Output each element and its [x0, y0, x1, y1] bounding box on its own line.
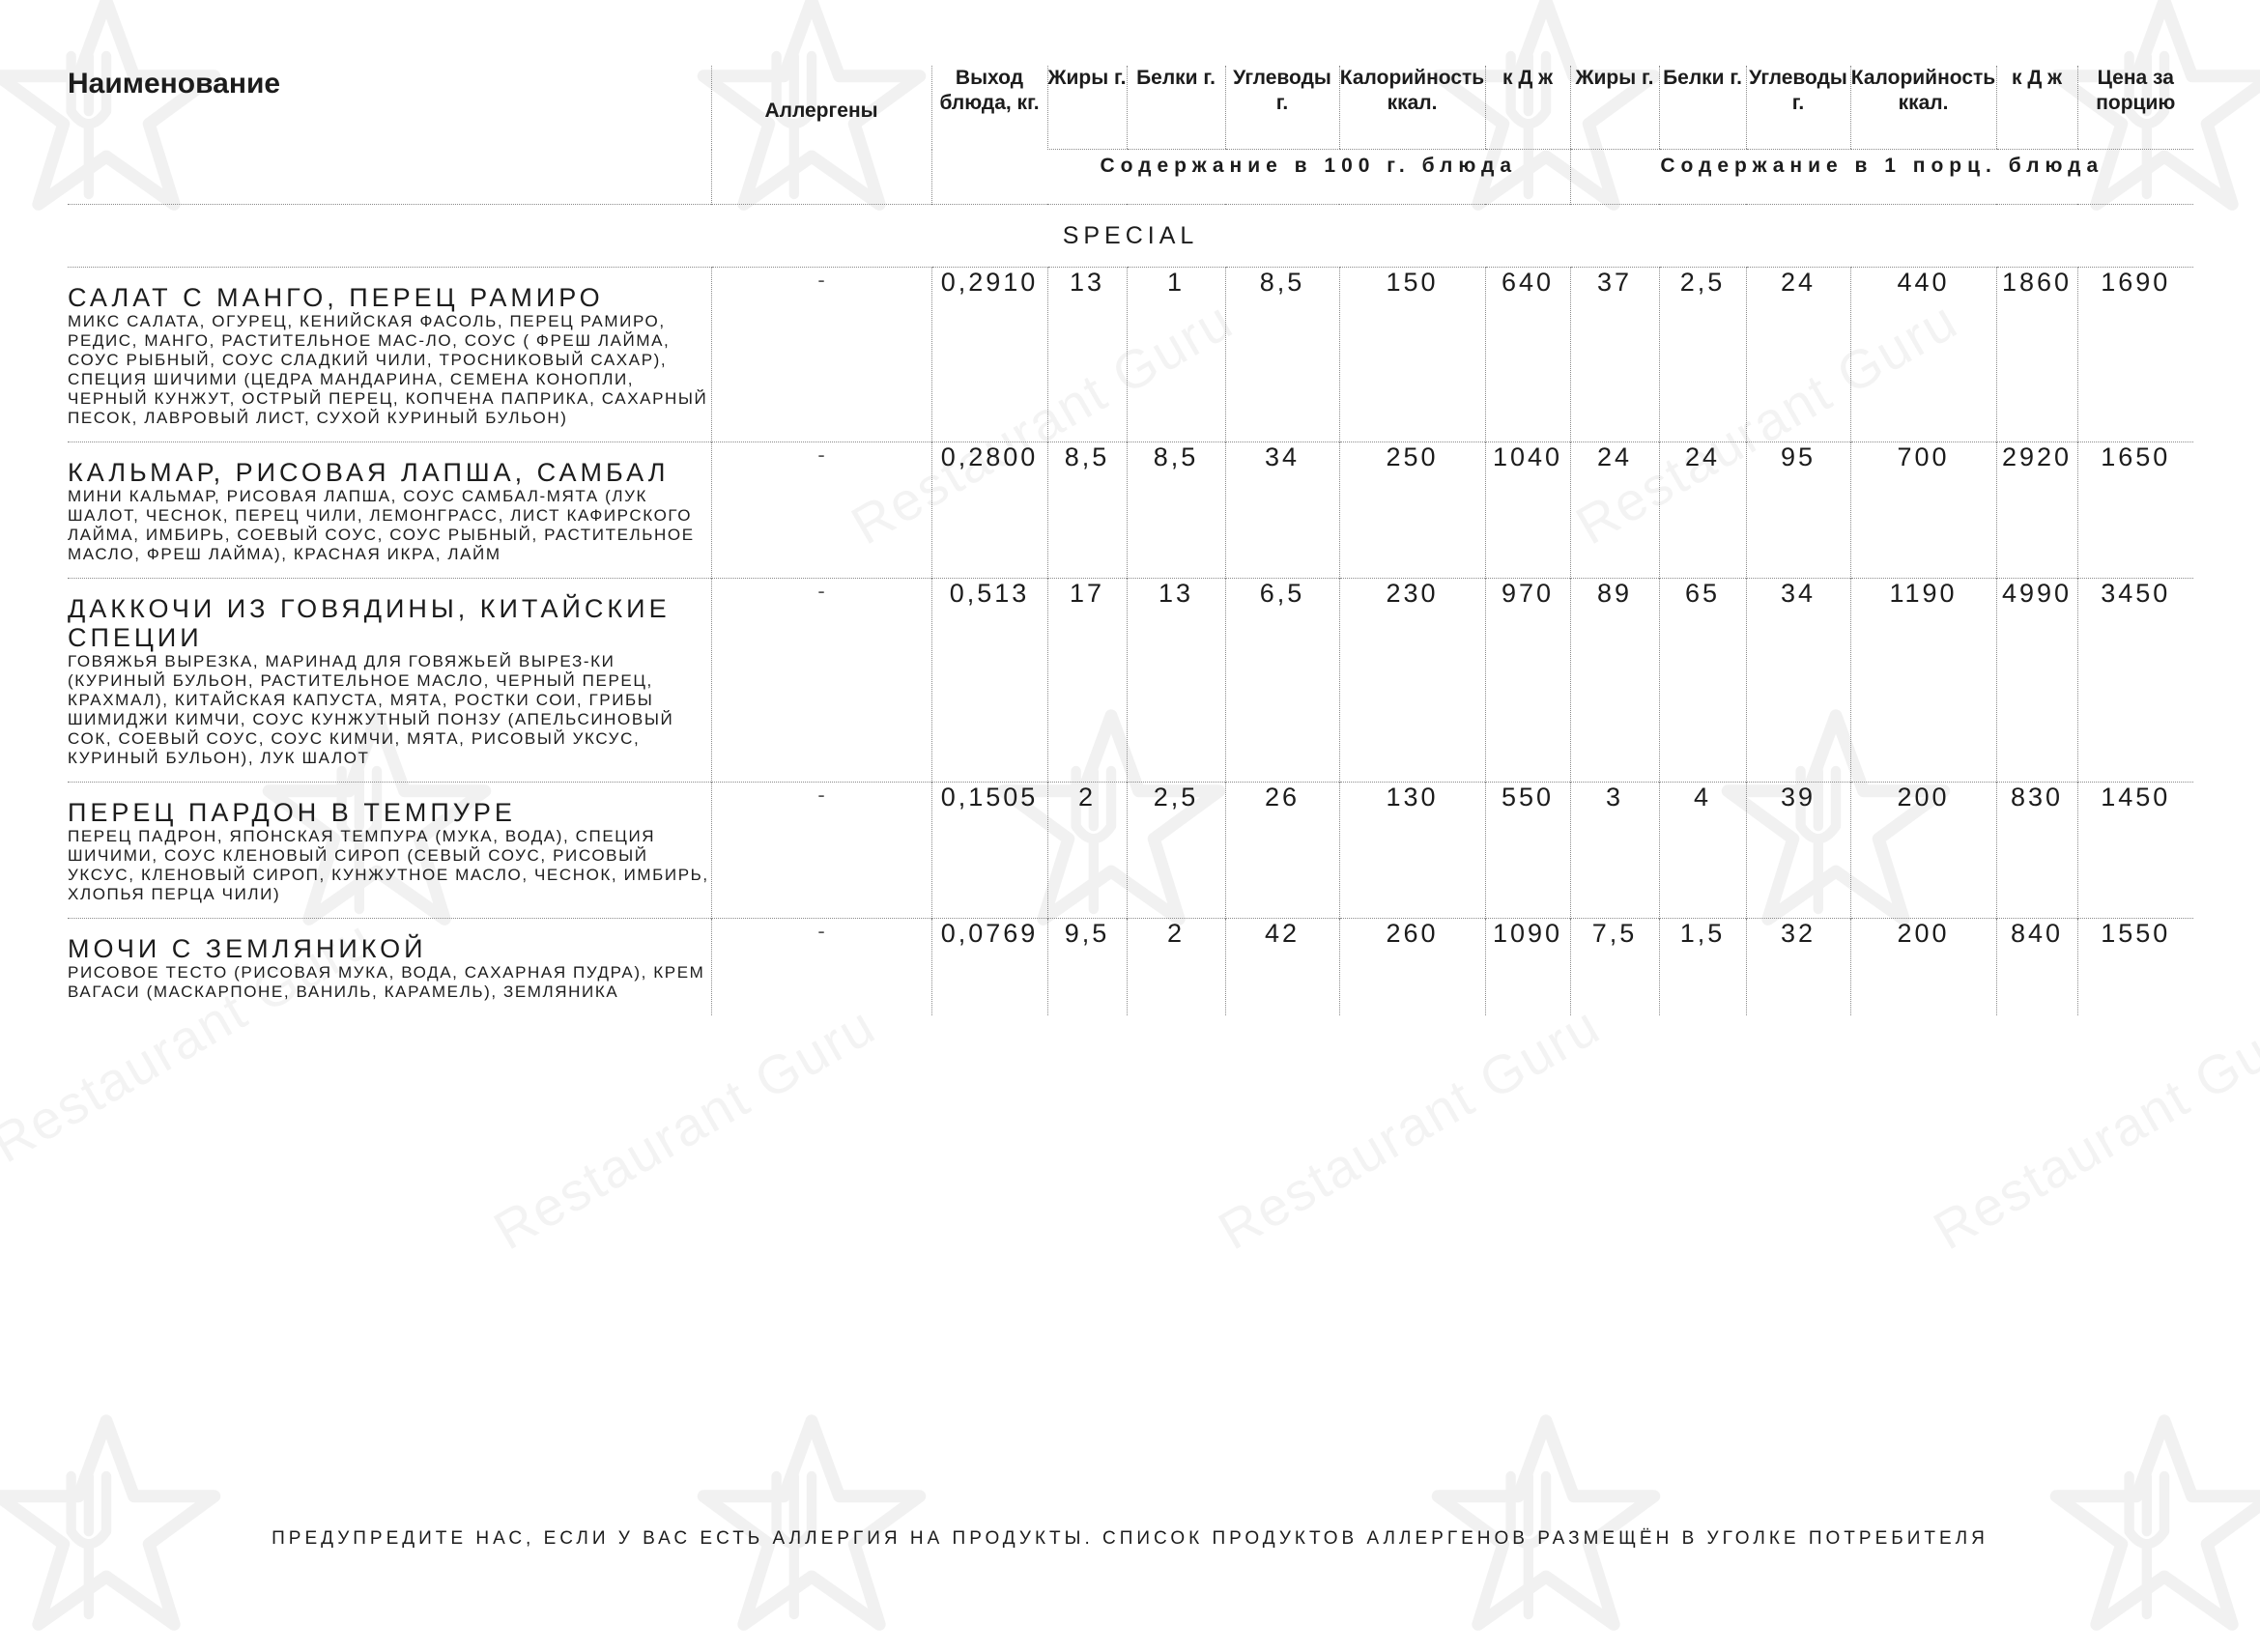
dish-protein2: 2,5: [1659, 268, 1746, 442]
dish-kj1: 1040: [1485, 442, 1570, 579]
dish-allergens: -: [711, 919, 931, 1016]
dish-kcal1: 150: [1339, 268, 1485, 442]
dish-allergens: -: [711, 783, 931, 919]
dish-carbs2: 32: [1746, 919, 1850, 1016]
fork-star-logo-icon: [1420, 1401, 1672, 1652]
dish-description: МИКС САЛАТА, ОГУРЕЦ, КЕНИЙСКАЯ ФАСОЛЬ, ПЕРЕЦ РАМИРО, РЕДИС, МАНГО, РАСТИТЕЛЬНОЕ МАС-ЛО, СОУС ( ФРЕШ ЛАЙМА, СОУС РЫБНЫЙ, СОУС СЛАДКИЙ ЧИЛИ, ТРОСНИКОВЫЙ САХАР), СПЕЦИЯ ШИЧИМИ (ЦЕДРА МАНДАРИНА, СЕМЕНА КОНОПЛИ, ЧЕРНЫЙ КУНЖУТ, ОСТРЫЙ ПЕРЕЦ, КОПЧЕНА ПАПРИКА, САХАРНЫЙ ПЕСОК, ЛАВРОВЫЙ ЛИСТ, СУХОЙ КУРИНЫЙ БУЛЬОН): [68, 312, 708, 427]
allergy-footer-note: ПРЕДУПРЕДИТЕ НАС, ЕСЛИ У ВАС ЕСТЬ АЛЛЕРГИЯ НА ПРОДУКТЫ. СПИСОК ПРОДУКТОВ АЛЛЕРГЕНОВ РАЗМЕЩЁН В УГОЛКЕ ПОТРЕБИТЕЛЯ: [272, 1528, 1988, 1549]
dish-kj1: 970: [1485, 579, 1570, 783]
dish-carbs1: 26: [1225, 783, 1339, 919]
section-title: SPECIAL: [68, 205, 2193, 268]
dish-kcal2: 700: [1850, 442, 1996, 579]
dish-kcal2: 440: [1850, 268, 1996, 442]
dish-carbs2: 34: [1746, 579, 1850, 783]
col-kj-portion-header: к Д ж: [1996, 66, 2077, 150]
dish-carbs1: 8,5: [1225, 268, 1339, 442]
col-kcal-100-header: Калорийность ккал.: [1339, 66, 1485, 150]
dish-carbs2: 39: [1746, 783, 1850, 919]
dish-fat2: 3: [1570, 783, 1659, 919]
dish-name: ПЕРЕЦ ПАРДОН В ТЕМПУРЕ: [68, 798, 516, 827]
col-allergens-header: Аллергены: [711, 66, 931, 205]
fork-star-logo-icon: [0, 1401, 232, 1652]
dish-kj2: 830: [1996, 783, 2077, 919]
dish-price: 1450: [2077, 783, 2193, 919]
dish-description: РИСОВОЕ ТЕСТО (РИСОВАЯ МУКА, ВОДА, САХАРНАЯ ПУДРА), КРЕМ ВАГАСИ (МАСКАРПОНЕ, ВАНИЛЬ, КАРАМЕЛЬ), ЗЕМЛЯНИКА: [68, 963, 705, 1001]
dish-protein1: 2,5: [1127, 783, 1225, 919]
dish-kj2: 4990: [1996, 579, 2077, 783]
dish-carbs2: 95: [1746, 442, 1850, 579]
dish-protein1: 2: [1127, 919, 1225, 1016]
col-protein-100-header: Белки г.: [1127, 66, 1225, 150]
dish-price: 3450: [2077, 579, 2193, 783]
dish-price: 1690: [2077, 268, 2193, 442]
watermark-text: [483, 993, 886, 1262]
dish-protein1: 1: [1127, 268, 1225, 442]
group-per-100g: Содержание в 100 г. блюда: [1100, 155, 1518, 177]
dish-fat2: 89: [1570, 579, 1659, 783]
dish-fat1: 13: [1047, 268, 1127, 442]
dish-protein2: 65: [1659, 579, 1746, 783]
dish-fat1: 9,5: [1047, 919, 1127, 1016]
dish-name-cell: [68, 579, 711, 783]
fork-star-logo-icon: [686, 1401, 937, 1652]
dish-kcal2: 200: [1850, 919, 1996, 1016]
watermark-text: [1208, 993, 1611, 1262]
dish-carbs2: 24: [1746, 268, 1850, 442]
dish-allergens: -: [711, 268, 931, 442]
dish-description: ПЕРЕЦ ПАДРОН, ЯПОНСКАЯ ТЕМПУРА (МУКА, ВОДА), СПЕЦИЯ ШИЧИМИ, СОУС КЛЕНОВЫЙ СИРОП (СЕВЫЙ СОУС, РИСОВЫЙ УКСУС, КЛЕНОВЫЙ СИРОП, КУНЖУТНОЕ МАСЛО, ЧЕСНОК, ИМБИРЬ, ХЛОПЬЯ ПЕРЦА ЧИЛИ): [68, 827, 709, 903]
dish-kj1: 1090: [1485, 919, 1570, 1016]
dish-kj1: 640: [1485, 268, 1570, 442]
section-row: [68, 205, 2193, 268]
table-row: [68, 919, 2193, 1016]
dish-carbs1: 6,5: [1225, 579, 1339, 783]
col-yield-header: Выход блюда, кг.: [931, 66, 1047, 205]
dish-price: 1550: [2077, 919, 2193, 1016]
dish-yield: 0,0769: [931, 919, 1047, 1016]
dish-name: МОЧИ С ЗЕМЛЯНИКОЙ: [68, 934, 427, 963]
col-carbs-portion-header: Углеводы г.: [1746, 66, 1850, 150]
dish-kj2: 1860: [1996, 268, 2077, 442]
dish-name: КАЛЬМАР, РИСОВАЯ ЛАПША, САМБАЛ: [68, 458, 670, 487]
dish-kj1: 550: [1485, 783, 1570, 919]
col-name-header: Наименование: [68, 68, 281, 100]
dish-name-cell: [68, 442, 711, 579]
menu-table: [68, 66, 2193, 1015]
dish-carbs1: 42: [1225, 919, 1339, 1016]
dish-protein1: 13: [1127, 579, 1225, 783]
watermark-text: [1923, 993, 2260, 1262]
col-fat-100-header: Жиры г.: [1047, 66, 1127, 150]
dish-fat2: 24: [1570, 442, 1659, 579]
dish-name-cell: [68, 268, 711, 442]
dish-allergens: -: [711, 579, 931, 783]
dish-name-cell: [68, 919, 711, 1016]
dish-kcal1: 250: [1339, 442, 1485, 579]
table-row: [68, 579, 2193, 783]
dish-fat1: 2: [1047, 783, 1127, 919]
col-price-header: Цена за порцию: [2077, 66, 2193, 150]
dish-kj2: 2920: [1996, 442, 2077, 579]
dish-kcal1: 130: [1339, 783, 1485, 919]
table-row: [68, 442, 2193, 579]
dish-price: 1650: [2077, 442, 2193, 579]
dish-protein2: 4: [1659, 783, 1746, 919]
dish-carbs1: 34: [1225, 442, 1339, 579]
dish-protein1: 8,5: [1127, 442, 1225, 579]
col-kcal-portion-header: Калорийность ккал.: [1850, 66, 1996, 150]
dish-allergens: -: [711, 442, 931, 579]
fork-star-logo-icon: [2039, 1401, 2260, 1652]
dish-name-cell: [68, 783, 711, 919]
dish-description: ГОВЯЖЬЯ ВЫРЕЗКА, МАРИНАД ДЛЯ ГОВЯЖЬЕЙ ВЫРЕЗ-КИ (КУРИНЫЙ БУЛЬОН, РАСТИТЕЛЬНОЕ МАСЛО, ЧЕРНЫЙ ПЕРЕЦ, КРАХМАЛ), КИТАЙСКАЯ КАПУСТА, МЯТА, РОСТКИ СОИ, ГРИБЫ ШИМИДЖИ КИМЧИ, СОУС КУНЖУТНЫЙ ПОНЗУ (АПЕЛЬСИНОВЫЙ СОК, СОЕВЫЙ СОУС, СОУС КИМЧИ, МЯТА, РИСОВЫЙ УКСУС, КУРИНЫЙ БУЛЬОН), ЛУК ШАЛОТ: [68, 652, 674, 767]
dish-kcal1: 260: [1339, 919, 1485, 1016]
dish-fat1: 17: [1047, 579, 1127, 783]
dish-yield: 0,2910: [931, 268, 1047, 442]
dish-fat2: 7,5: [1570, 919, 1659, 1016]
col-kj-100-header: к Д ж: [1485, 66, 1570, 150]
dish-name: ДАККОЧИ ИЗ ГОВЯДИНЫ, КИТАЙСКИЕ СПЕЦИИ: [68, 594, 671, 652]
dish-protein2: 24: [1659, 442, 1746, 579]
table-row: [68, 783, 2193, 919]
col-carbs-100-header: Углеводы г.: [1225, 66, 1339, 150]
dish-fat2: 37: [1570, 268, 1659, 442]
table-row: [68, 268, 2193, 442]
dish-kcal2: 1190: [1850, 579, 1996, 783]
dish-protein2: 1,5: [1659, 919, 1746, 1016]
dish-list: [68, 268, 2193, 1016]
dish-kcal2: 200: [1850, 783, 1996, 919]
dish-yield: 0,513: [931, 579, 1047, 783]
dish-kj2: 840: [1996, 919, 2077, 1016]
group-per-portion: Содержание в 1 порц. блюда: [1570, 150, 2193, 205]
header-row: [68, 66, 2193, 150]
dish-kcal1: 230: [1339, 579, 1485, 783]
dish-yield: 0,1505: [931, 783, 1047, 919]
dish-name: САЛАТ С МАНГО, ПЕРЕЦ РАМИРО: [68, 283, 604, 312]
dish-fat1: 8,5: [1047, 442, 1127, 579]
col-protein-portion-header: Белки г.: [1659, 66, 1746, 150]
col-fat-portion-header: Жиры г.: [1570, 66, 1659, 150]
dish-yield: 0,2800: [931, 442, 1047, 579]
dish-description: МИНИ КАЛЬМАР, РИСОВАЯ ЛАПША, СОУС САМБАЛ-МЯТА (ЛУК ШАЛОТ, ЧЕСНОК, ПЕРЕЦ ЧИЛИ, ЛЕМОНГРАСС, ЛИСТ КАФИРСКОГО ЛАЙМА, ИМБИРЬ, СОЕВЫЙ СОУС, СОУС РЫБНЫЙ, РАСТИТЕЛЬНОЕ МАСЛО, ФРЕШ ЛАЙМА), КРАСНАЯ ИКРА, ЛАЙМ: [68, 487, 695, 563]
